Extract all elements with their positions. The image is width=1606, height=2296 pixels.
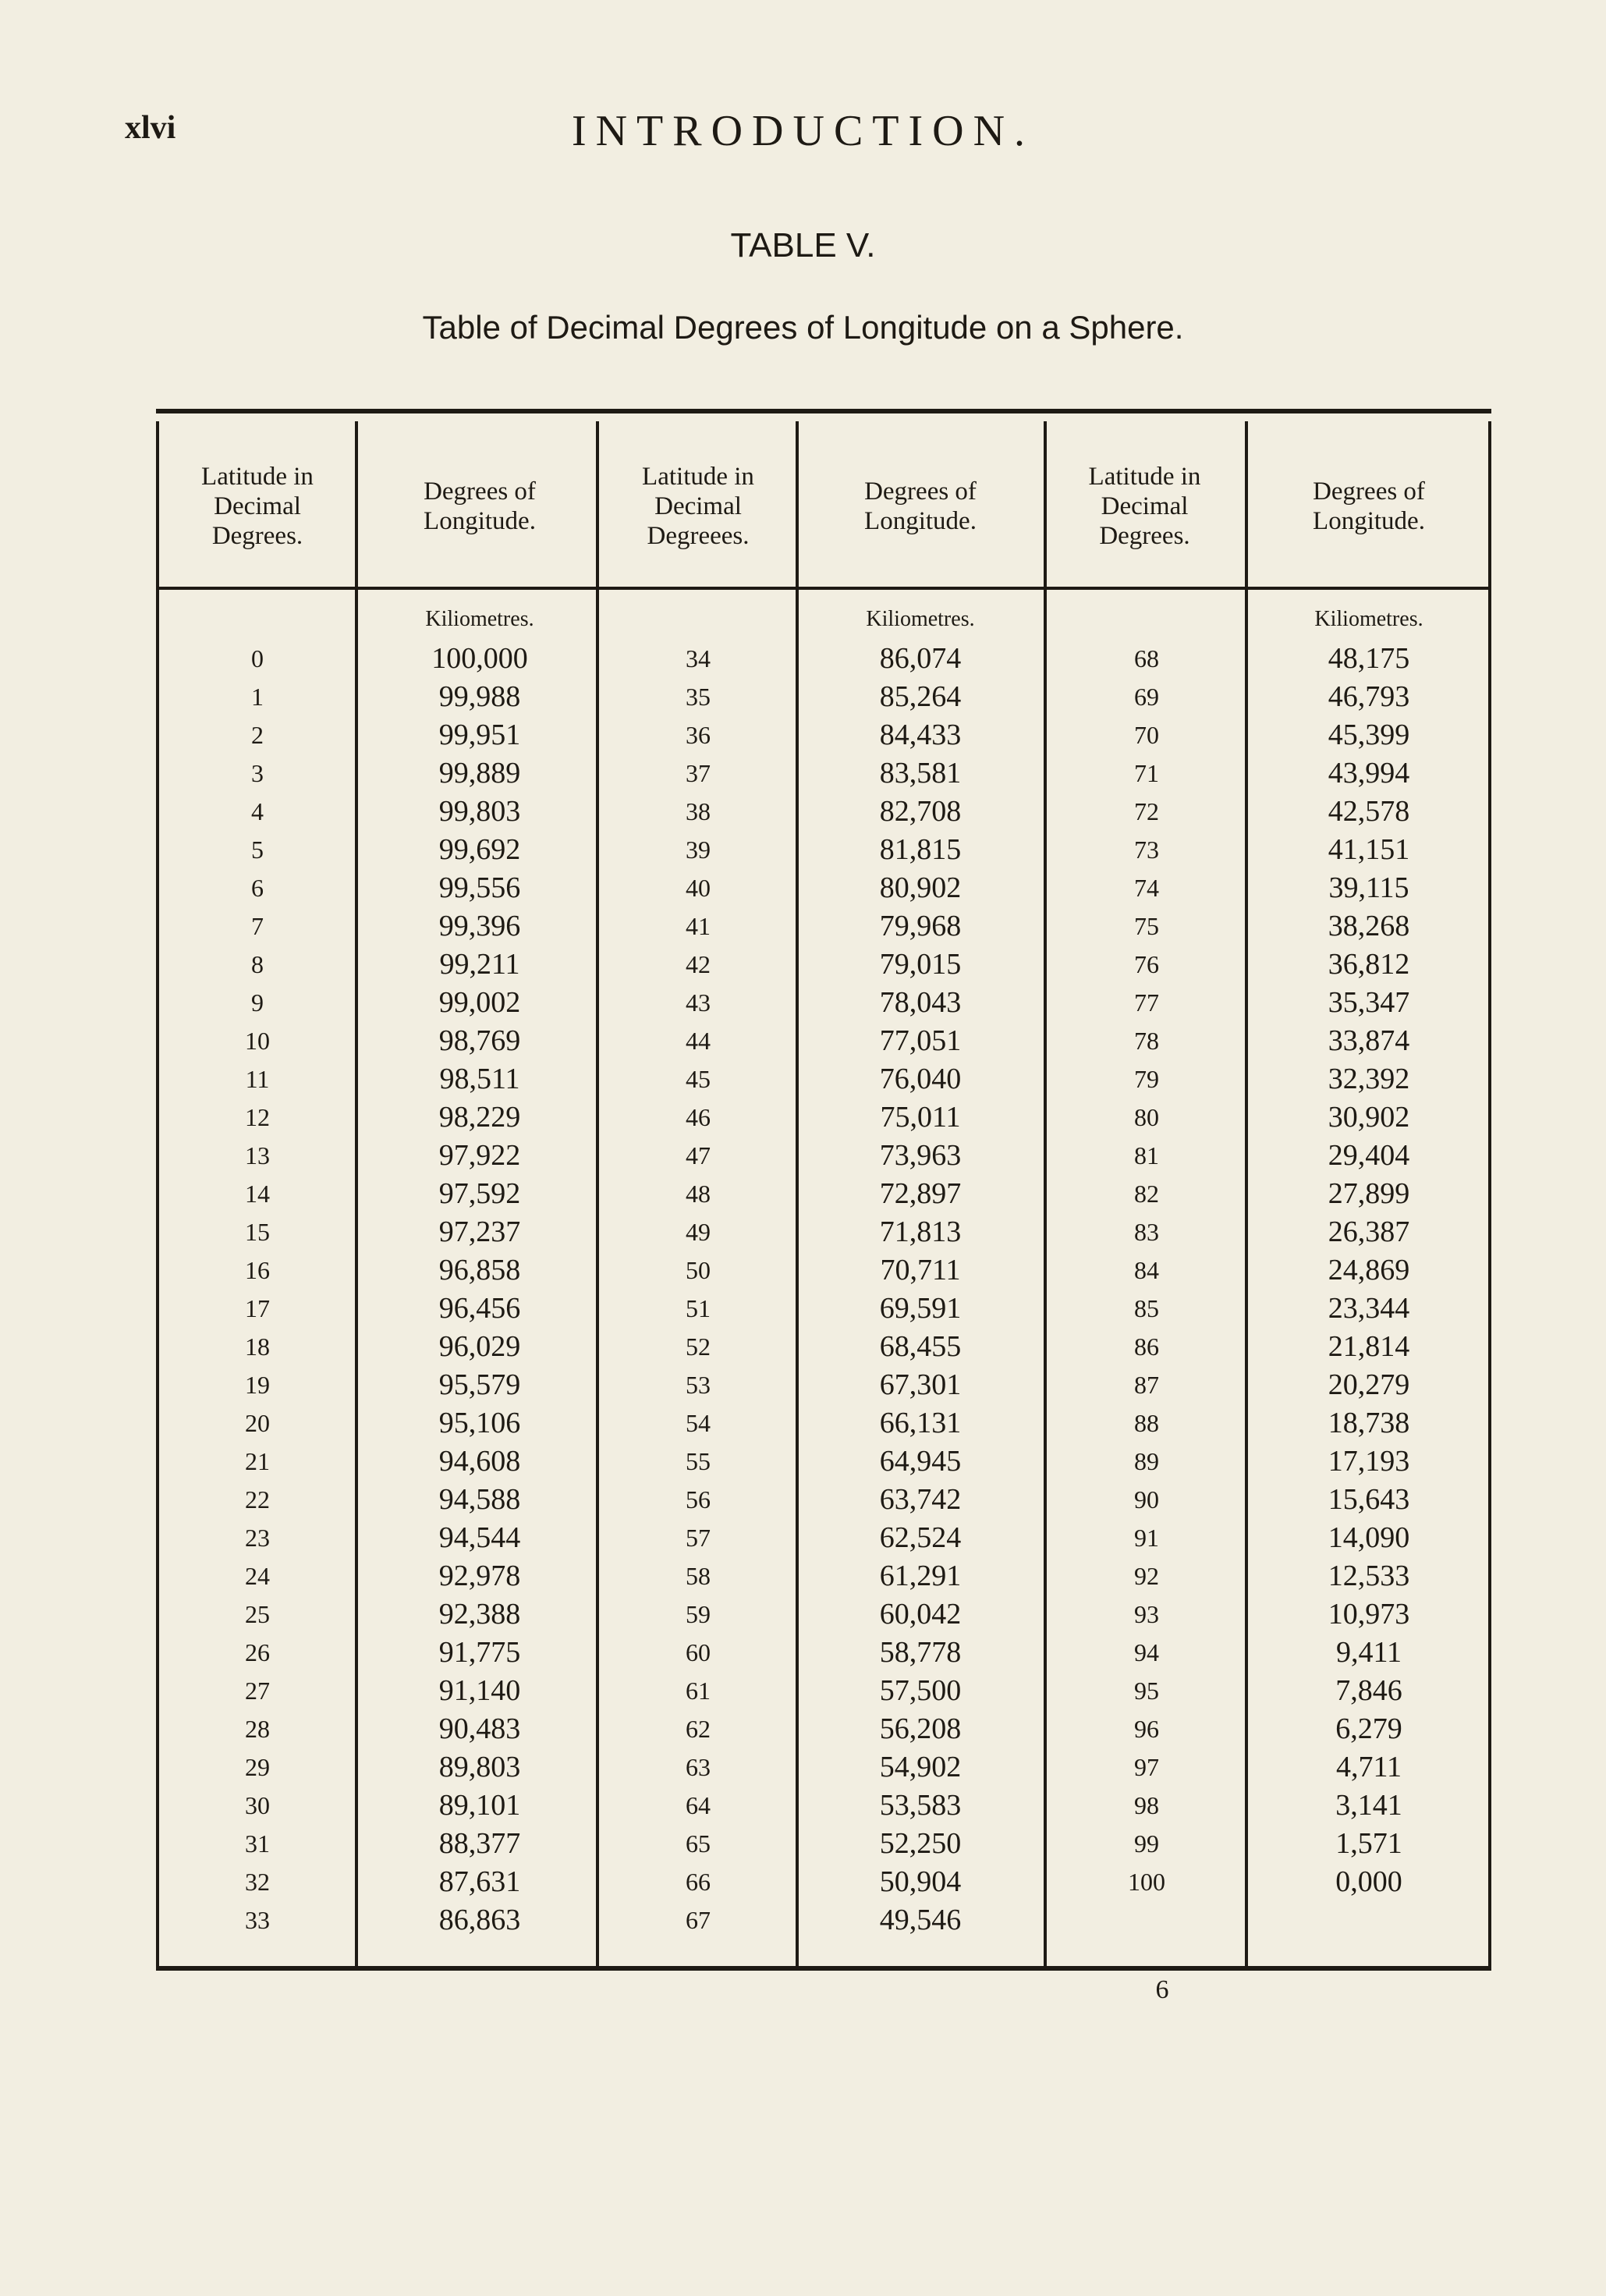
longitude-cell: 7,846: [1335, 1674, 1402, 1707]
latitude-cell: 14: [245, 1180, 270, 1208]
longitude-cell: 84,433: [879, 719, 962, 751]
longitude-cell: 68,455: [879, 1330, 962, 1363]
longitude-cell: 24,869: [1328, 1254, 1410, 1286]
latitude-cell: 31: [245, 1829, 270, 1858]
longitude-cell: 94,608: [438, 1445, 521, 1478]
latitude-cell: 15: [245, 1218, 270, 1246]
latitude-cell: 74: [1134, 874, 1159, 902]
longitude-cell: 56,208: [879, 1712, 962, 1745]
longitude-cell: 92,978: [438, 1560, 521, 1592]
longitude-cell: 79,015: [879, 948, 962, 981]
longitude-cell: 99,889: [438, 757, 521, 790]
longitude-cell: 99,556: [438, 871, 521, 904]
longitude-cell: 100,000: [431, 642, 528, 675]
header-latitude-1: Latitude in Decimal Degrees.: [201, 463, 314, 550]
latitude-cell: 70: [1134, 721, 1159, 749]
longitude-cell: 95,106: [438, 1407, 521, 1439]
latitude-cell: 45: [686, 1065, 711, 1093]
latitude-cell: 30: [245, 1791, 270, 1819]
longitude-cell: 72,897: [879, 1177, 962, 1210]
longitude-cell: 89,101: [438, 1789, 521, 1822]
latitude-cell: 57: [686, 1524, 711, 1552]
longitude-cell: 3,141: [1335, 1789, 1402, 1822]
latitude-cell: 0: [251, 644, 264, 672]
latitude-cell: 88: [1134, 1409, 1159, 1437]
latitude-cell: 82: [1134, 1180, 1159, 1208]
table-subtitle: Table of Decimal Degrees of Longitude on a Sphere.: [422, 309, 1184, 346]
table-left-border: [156, 421, 159, 1966]
longitude-cell: 58,778: [879, 1636, 962, 1669]
longitude-cell: 17,193: [1328, 1445, 1410, 1478]
latitude-column-2: [608, 640, 788, 1939]
latitude-cell: 26: [245, 1638, 270, 1666]
longitude-cell: 80,902: [879, 871, 962, 904]
longitude-cell: 99,988: [438, 680, 521, 713]
longitude-cell: 99,211: [439, 948, 520, 981]
longitude-cell: 4,711: [1335, 1751, 1402, 1783]
latitude-cell: 63: [686, 1753, 711, 1781]
longitude-cell: 12,533: [1328, 1560, 1410, 1592]
latitude-cell: 99: [1134, 1829, 1159, 1858]
longitude-cell: 86,863: [438, 1904, 521, 1936]
column-divider: [596, 421, 599, 1966]
longitude-cell: 26,387: [1328, 1215, 1410, 1248]
latitude-cell: 50: [686, 1256, 711, 1284]
longitude-cell: 14,090: [1328, 1521, 1410, 1554]
latitude-cell: 98: [1134, 1791, 1159, 1819]
longitude-cell: 57,500: [879, 1674, 962, 1707]
latitude-cell: 29: [245, 1753, 270, 1781]
longitude-cell: 86,074: [879, 642, 962, 675]
longitude-cell: 90,483: [438, 1712, 521, 1745]
latitude-cell: 77: [1134, 988, 1159, 1017]
longitude-cell: 89,803: [438, 1751, 521, 1783]
latitude-cell: 61: [686, 1677, 711, 1705]
longitude-cell: 81,815: [879, 833, 962, 866]
longitude-cell: 54,902: [879, 1751, 962, 1783]
latitude-cell: 85: [1134, 1294, 1159, 1322]
latitude-cell: 73: [1134, 836, 1159, 864]
latitude-cell: 9: [251, 988, 264, 1017]
latitude-cell: 35: [686, 683, 711, 711]
longitude-column-3: [1252, 640, 1486, 1901]
latitude-cell: 39: [686, 836, 711, 864]
header-longitude-1: Degrees of Longitude.: [424, 477, 536, 535]
longitude-cell: 23,344: [1328, 1292, 1410, 1325]
latitude-cell: 94: [1134, 1638, 1159, 1666]
latitude-cell: 24: [245, 1562, 270, 1590]
longitude-cell: 96,029: [438, 1330, 521, 1363]
longitude-cell: 73,963: [879, 1139, 962, 1172]
latitude-cell: 86: [1134, 1333, 1159, 1361]
table-title: TABLE V.: [730, 226, 876, 264]
longitude-cell: 92,388: [438, 1598, 521, 1631]
latitude-cell: 25: [245, 1600, 270, 1628]
latitude-cell: 97: [1134, 1753, 1159, 1781]
longitude-cell: 43,994: [1328, 757, 1410, 790]
latitude-cell: 84: [1134, 1256, 1159, 1284]
latitude-cell: 27: [245, 1677, 270, 1705]
latitude-column-1: [168, 640, 347, 1939]
latitude-cell: 46: [686, 1103, 711, 1131]
longitude-cell: 95,579: [438, 1368, 521, 1401]
longitude-cell: 85,264: [879, 680, 962, 713]
latitude-cell: 36: [686, 721, 711, 749]
latitude-cell: 40: [686, 874, 711, 902]
longitude-cell: 63,742: [879, 1483, 962, 1516]
latitude-cell: 71: [1134, 759, 1159, 787]
longitude-cell: 46,793: [1328, 680, 1410, 713]
latitude-cell: 59: [686, 1600, 711, 1628]
longitude-cell: 75,011: [880, 1101, 961, 1134]
longitude-cell: 9,411: [1335, 1636, 1402, 1669]
longitude-cell: 87,631: [438, 1865, 521, 1898]
latitude-cell: 11: [245, 1065, 270, 1093]
header-latitude-3: Latitude in Decimal Degrees.: [1088, 463, 1201, 550]
latitude-cell: 76: [1134, 950, 1159, 978]
header-latitude-2: Latitude in Decimal Degreees.: [642, 463, 754, 550]
latitude-cell: 13: [245, 1141, 270, 1169]
longitude-cell: 67,301: [879, 1368, 962, 1401]
latitude-cell: 72: [1134, 797, 1159, 825]
latitude-cell: 65: [686, 1829, 711, 1858]
longitude-cell: 96,858: [438, 1254, 521, 1286]
longitude-cell: 91,775: [438, 1636, 521, 1669]
table-right-border: [1488, 421, 1491, 1966]
latitude-cell: 100: [1128, 1868, 1165, 1896]
column-divider: [1245, 421, 1248, 1966]
longitude-cell: 79,968: [879, 910, 962, 942]
header-longitude-3: Degrees of Longitude.: [1313, 477, 1425, 535]
latitude-cell: 64: [686, 1791, 711, 1819]
latitude-cell: 7: [251, 912, 264, 940]
bottom-mark: 6: [1155, 1975, 1169, 2004]
latitude-cell: 62: [686, 1715, 711, 1743]
longitude-cell: 78,043: [879, 986, 962, 1019]
latitude-cell: 66: [686, 1868, 711, 1896]
latitude-cell: 34: [686, 644, 711, 672]
unit-label-2: Kiliometres.: [866, 607, 975, 631]
latitude-cell: 51: [686, 1294, 711, 1322]
latitude-cell: 18: [245, 1333, 270, 1361]
latitude-cell: 89: [1134, 1447, 1159, 1475]
longitude-cell: 88,377: [438, 1827, 521, 1860]
latitude-cell: 4: [251, 797, 264, 825]
latitude-cell: 58: [686, 1562, 711, 1590]
longitude-cell: 15,643: [1328, 1483, 1410, 1516]
longitude-cell: 97,237: [438, 1215, 521, 1248]
longitude-cell: 94,588: [438, 1483, 521, 1516]
latitude-cell: 53: [686, 1371, 711, 1399]
longitude-cell: 53,583: [879, 1789, 962, 1822]
longitude-cell: 62,524: [879, 1521, 962, 1554]
longitude-cell: 29,404: [1328, 1139, 1410, 1172]
latitude-cell: 20: [245, 1409, 270, 1437]
latitude-cell: 42: [686, 950, 711, 978]
latitude-cell: 37: [686, 759, 711, 787]
latitude-cell: 32: [245, 1868, 270, 1896]
longitude-cell: 48,175: [1328, 642, 1410, 675]
longitude-cell: 99,002: [438, 986, 521, 1019]
latitude-cell: 81: [1134, 1141, 1159, 1169]
latitude-cell: 21: [245, 1447, 270, 1475]
longitude-cell: 52,250: [879, 1827, 962, 1860]
latitude-cell: 69: [1134, 683, 1159, 711]
longitude-cell: 60,042: [879, 1598, 962, 1631]
unit-label-1: Kiliometres.: [425, 607, 534, 631]
longitude-cell: 1,571: [1335, 1827, 1402, 1860]
longitude-cell: 45,399: [1328, 719, 1410, 751]
longitude-cell: 32,392: [1328, 1063, 1410, 1095]
longitude-cell: 83,581: [879, 757, 962, 790]
latitude-cell: 92: [1134, 1562, 1159, 1590]
longitude-column-2: [803, 640, 1037, 1939]
latitude-cell: 75: [1134, 912, 1159, 940]
longitude-cell: 96,456: [438, 1292, 521, 1325]
longitude-cell: 97,592: [438, 1177, 521, 1210]
latitude-cell: 19: [245, 1371, 270, 1399]
latitude-cell: 2: [251, 721, 264, 749]
table-top-rule: [156, 409, 1491, 413]
latitude-cell: 23: [245, 1524, 270, 1552]
longitude-cell: 98,511: [439, 1063, 520, 1095]
latitude-cell: 67: [686, 1906, 711, 1934]
latitude-cell: 56: [686, 1485, 711, 1514]
longitude-cell: 98,229: [438, 1101, 521, 1134]
latitude-cell: 5: [251, 836, 264, 864]
latitude-cell: 48: [686, 1180, 711, 1208]
longitude-cell: 98,769: [438, 1024, 521, 1057]
latitude-cell: 95: [1134, 1677, 1159, 1705]
longitude-cell: 42,578: [1328, 795, 1410, 828]
latitude-cell: 22: [245, 1485, 270, 1514]
longitude-cell: 91,140: [438, 1674, 521, 1707]
latitude-cell: 83: [1134, 1218, 1159, 1246]
header-longitude-2: Degrees of Longitude.: [864, 477, 977, 535]
latitude-cell: 60: [686, 1638, 711, 1666]
longitude-cell: 61,291: [879, 1560, 962, 1592]
longitude-cell: 27,899: [1328, 1177, 1410, 1210]
latitude-cell: 87: [1134, 1371, 1159, 1399]
longitude-cell: 39,115: [1328, 871, 1409, 904]
latitude-cell: 54: [686, 1409, 711, 1437]
latitude-cell: 68: [1134, 644, 1159, 672]
latitude-cell: 41: [686, 912, 711, 940]
latitude-cell: 28: [245, 1715, 270, 1743]
longitude-cell: 69,591: [879, 1292, 962, 1325]
latitude-cell: 55: [686, 1447, 711, 1475]
longitude-cell: 30,902: [1328, 1101, 1410, 1134]
longitude-cell: 18,738: [1328, 1407, 1410, 1439]
longitude-cell: 49,546: [879, 1904, 962, 1936]
latitude-cell: 10: [245, 1027, 270, 1055]
longitude-cell: 99,803: [438, 795, 521, 828]
longitude-column-1: [367, 640, 593, 1939]
longitude-cell: 21,814: [1328, 1330, 1410, 1363]
latitude-cell: 93: [1134, 1600, 1159, 1628]
latitude-column-3: [1053, 640, 1240, 1901]
latitude-cell: 17: [245, 1294, 270, 1322]
latitude-cell: 52: [686, 1333, 711, 1361]
latitude-cell: 78: [1134, 1027, 1159, 1055]
latitude-cell: 33: [245, 1906, 270, 1934]
latitude-cell: 8: [251, 950, 264, 978]
latitude-cell: 38: [686, 797, 711, 825]
latitude-cell: 79: [1134, 1065, 1159, 1093]
unit-label-3: Kiliometres.: [1314, 607, 1423, 631]
longitude-cell: 99,396: [438, 910, 521, 942]
latitude-cell: 90: [1134, 1485, 1159, 1514]
longitude-cell: 77,051: [879, 1024, 962, 1057]
longitude-cell: 6,279: [1335, 1712, 1402, 1745]
running-head: INTRODUCTION.: [571, 107, 1035, 155]
latitude-cell: 80: [1134, 1103, 1159, 1131]
longitude-cell: 50,904: [879, 1865, 962, 1898]
longitude-cell: 20,279: [1328, 1368, 1410, 1401]
longitude-cell: 97,922: [438, 1139, 521, 1172]
longitude-cell: 66,131: [879, 1407, 962, 1439]
latitude-cell: 12: [245, 1103, 270, 1131]
column-divider: [1044, 421, 1047, 1966]
column-divider: [796, 421, 799, 1966]
longitude-cell: 71,813: [879, 1215, 962, 1248]
longitude-cell: 64,945: [879, 1445, 962, 1478]
longitude-cell: 0,000: [1335, 1865, 1402, 1898]
longitude-cell: 38,268: [1328, 910, 1410, 942]
latitude-cell: 6: [251, 874, 264, 902]
latitude-cell: 1: [251, 683, 264, 711]
latitude-cell: 49: [686, 1218, 711, 1246]
latitude-cell: 44: [686, 1027, 711, 1055]
longitude-cell: 41,151: [1328, 833, 1410, 866]
latitude-cell: 96: [1134, 1715, 1159, 1743]
latitude-cell: 91: [1134, 1524, 1159, 1552]
column-divider: [355, 421, 358, 1966]
longitude-cell: 76,040: [879, 1063, 962, 1095]
latitude-cell: 3: [251, 759, 264, 787]
longitude-cell: 36,812: [1328, 948, 1410, 981]
latitude-cell: 43: [686, 988, 711, 1017]
longitude-cell: 99,951: [438, 719, 521, 751]
table-bottom-rule: [156, 1966, 1491, 1971]
longitude-cell: 82,708: [879, 795, 962, 828]
latitude-cell: 16: [245, 1256, 270, 1284]
longitude-cell: 70,711: [880, 1254, 961, 1286]
longitude-cell: 99,692: [438, 833, 521, 866]
longitude-cell: 33,874: [1328, 1024, 1410, 1057]
longitude-cell: 35,347: [1328, 986, 1410, 1019]
latitude-cell: 47: [686, 1141, 711, 1169]
page-number: xlvi: [125, 110, 176, 146]
longitude-cell: 94,544: [438, 1521, 521, 1554]
longitude-cell: 10,973: [1328, 1598, 1410, 1631]
